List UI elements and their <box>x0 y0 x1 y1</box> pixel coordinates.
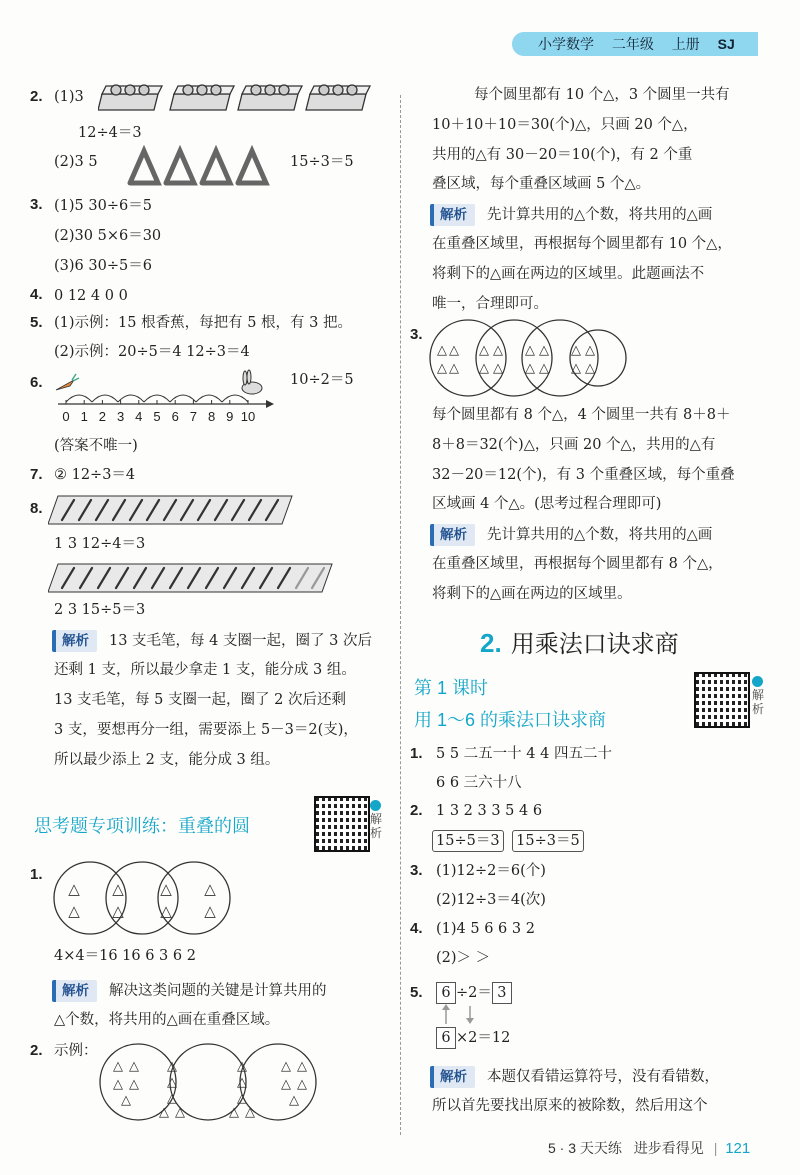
r5-op2: ×2＝12 <box>456 1030 511 1046</box>
r5-op: ÷2＝ <box>456 985 492 1001</box>
analysis-tag: 解析 <box>52 980 97 1002</box>
column-divider <box>400 95 401 1135</box>
svg-text:△: △ <box>539 343 549 358</box>
svg-text:△: △ <box>237 1075 247 1090</box>
tray-2 <box>170 85 234 110</box>
analysis-5-line2: 所以首先要找出原来的被除数，然后用这个 <box>432 1098 708 1114</box>
number-line-label: 8 <box>207 409 216 424</box>
q2-eq1: 12÷4＝3 <box>78 125 142 141</box>
r5-box-a: 6 <box>436 982 456 1004</box>
r3-line1: (1)12÷2＝6(个) <box>436 863 546 879</box>
q3-line2: (2)30 5×6＝30 <box>54 228 162 244</box>
analysis-1-line2: 还剩 1 支，所以最少拿走 1 支，能分成 3 组。 <box>54 662 356 678</box>
r-p1-line2: 10＋10＋10＝30(个)△，只画 20 个△， <box>432 117 698 133</box>
r5-number: 5. <box>410 984 423 1001</box>
q5-line2: (2)示例：20÷5＝4 12÷3＝4 <box>54 344 250 360</box>
q3-line3: (3)6 30÷5＝6 <box>54 258 152 274</box>
svg-text:△: △ <box>68 902 80 920</box>
svg-text:△: △ <box>129 1059 139 1074</box>
chapter-heading <box>480 624 679 659</box>
analysis-3 <box>430 204 712 226</box>
svg-text:△: △ <box>493 361 503 376</box>
analysis-3-line4: 唯一，合理即可。 <box>432 296 548 312</box>
svg-text:△: △ <box>525 361 535 376</box>
svg-text:△: △ <box>121 1093 131 1108</box>
svg-text:△: △ <box>437 343 447 358</box>
svg-text:△: △ <box>539 361 549 376</box>
analysis-tag: 解析 <box>52 630 97 652</box>
footer-slogan: 进步看得见 <box>633 1140 704 1156</box>
q2-number: 2. <box>30 88 43 105</box>
analysis-3-line2: 在重叠区域里，再根据每个圆里都有 10 个△， <box>432 236 732 252</box>
analysis-tag: 解析 <box>430 524 475 546</box>
chapter-title: 用乘法口诀求商 <box>510 631 679 658</box>
q7-number: 7. <box>30 466 43 483</box>
svg-text:△: △ <box>159 1105 169 1120</box>
q6-number: 6. <box>30 374 43 391</box>
tray-3 <box>238 85 302 110</box>
q6-note: (答案不唯一) <box>54 438 138 454</box>
svg-text:△: △ <box>204 880 216 898</box>
trays-illustration <box>98 80 388 116</box>
r5-row1 <box>436 982 512 1004</box>
number-line-label: 4 <box>135 409 143 424</box>
s1-number: 1. <box>30 866 43 883</box>
analysis-2-line2: △个数，将共用的△画在重叠区域。 <box>54 1012 280 1028</box>
svg-text:△: △ <box>237 1091 247 1106</box>
r-q3-line2: 8＋8＝32(个)△，只画 20 个△，共用的△有 <box>432 437 716 453</box>
qr-label-2: 解析 <box>752 688 765 716</box>
svg-text:△: △ <box>437 361 447 376</box>
r-p1-line3: 共用的△有 30－20＝10(个)，有 2 个重 <box>432 147 693 163</box>
svg-text:△: △ <box>167 1075 177 1090</box>
q5-number: 5. <box>30 314 43 331</box>
sticks-triangles <box>126 145 272 189</box>
r2-boxes <box>430 830 586 852</box>
rabbit-icon <box>242 370 262 394</box>
circles-figure-2 <box>96 1040 324 1124</box>
r5-row2 <box>436 1027 510 1049</box>
analysis-2 <box>52 980 327 1002</box>
page-header <box>512 32 758 56</box>
circles-figure-1 <box>50 858 250 940</box>
section-title: 思考题专项训练：重叠的圆 <box>34 816 250 836</box>
svg-text:△: △ <box>281 1077 291 1092</box>
analysis-3-line3: 将剩下的△画在两边的区域里。此题画法不 <box>432 266 705 282</box>
analysis-3-line1: 先计算共用的△个数，将共用的△画 <box>487 207 713 223</box>
page-footer: 5 · 3 天天练 进步看得见 | 121 <box>548 1140 751 1157</box>
r3-number: 3. <box>410 862 423 879</box>
r5-box-c: 6 <box>436 1027 456 1049</box>
q2-part1: (1)3 <box>54 89 84 105</box>
svg-text:△: △ <box>525 343 535 358</box>
qr-label-1: 解析 <box>370 812 383 840</box>
brushes-row-2 <box>48 562 338 594</box>
chapter-number: 2. <box>480 628 502 658</box>
q5-line1: (1)示例：15 根香蕉，每把有 5 根，有 3 把。 <box>54 315 352 331</box>
svg-text:△: △ <box>129 1077 139 1092</box>
svg-text:△: △ <box>229 1105 239 1120</box>
svg-text:△: △ <box>112 902 124 920</box>
analysis-5-line1: 本题仅看错运算符号，没有看错数， <box>487 1069 719 1085</box>
analysis-1-line4: 3 支，要想再分一组，需要添上 5－3＝2(支)， <box>54 722 358 738</box>
svg-text:△: △ <box>297 1077 307 1092</box>
tray-1 <box>98 85 162 110</box>
q8-line1: 1 3 12÷4＝3 <box>54 536 146 552</box>
r-p1-line1: 每个圆里都有 10 个△，3 个圆里一共有 <box>474 87 730 103</box>
header-grade: 二年级 <box>611 36 654 52</box>
analysis-4-line1: 先计算共用的△个数，将共用的△画 <box>487 527 713 543</box>
r1-line1: 5 5 二五一十 4 4 四五二十 <box>436 746 612 762</box>
r4-line2: (2)＞ ＞ <box>436 950 491 966</box>
svg-text:△: △ <box>289 1093 299 1108</box>
r4-number: 4. <box>410 920 423 937</box>
svg-text:△: △ <box>571 343 581 358</box>
number-line <box>48 366 278 430</box>
r1-line2: 6 6 三六十八 <box>436 775 522 791</box>
q4-number: 4. <box>30 286 43 303</box>
header-subject: 小学数学 <box>538 36 594 52</box>
analysis-tag: 解析 <box>430 204 475 226</box>
q7-line1: ② 12÷3＝4 <box>54 467 136 483</box>
r4-line1: (1)4 5 6 6 3 2 <box>436 921 535 937</box>
svg-text:△: △ <box>175 1105 185 1120</box>
r-p1-line4: 叠区域，每个重叠区域画 5 个△。 <box>432 176 651 192</box>
svg-text:△: △ <box>449 343 459 358</box>
number-line-label: 0 <box>62 409 70 424</box>
qr-code-1[interactable] <box>314 796 370 852</box>
analysis-1-line3: 13 支毛笔，每 5 支圈一起，圈了 2 次后还剩 <box>54 692 346 708</box>
q2-part2: (2)3 5 <box>54 154 98 170</box>
svg-text:△: △ <box>113 1059 123 1074</box>
svg-text:△: △ <box>479 361 489 376</box>
s1-line1: 4×4＝16 16 6 3 6 2 <box>54 948 196 964</box>
s2-line1: 示例： <box>54 1043 98 1059</box>
analysis-4-line2: 在重叠区域里，再根据每个圆里都有 8 个△， <box>432 556 723 572</box>
svg-text:△: △ <box>68 880 80 898</box>
q3-line1: (1)5 30÷6＝5 <box>54 198 152 214</box>
r5-box-b: 3 <box>492 982 512 1004</box>
analysis-4 <box>430 524 712 546</box>
r3-line2: (2)12÷3＝4(次) <box>436 892 546 908</box>
number-line-label: 3 <box>116 409 125 424</box>
svg-text:△: △ <box>585 361 595 376</box>
svg-text:△: △ <box>237 1059 247 1074</box>
r2-number: 2. <box>410 802 423 819</box>
svg-text:△: △ <box>585 343 595 358</box>
r5-arrows <box>436 1004 496 1026</box>
r2-line1: 1 3 2 3 3 5 4 6 <box>436 803 543 819</box>
svg-text:△: △ <box>571 361 581 376</box>
r-q3-number: 3. <box>410 326 423 343</box>
r2-box-1: 15÷5＝3 <box>432 830 504 852</box>
svg-text:△: △ <box>297 1059 307 1074</box>
analysis-1-line5: 所以最少添上 2 支，能分成 3 组。 <box>54 752 280 768</box>
brushes-row-1 <box>48 494 298 526</box>
analysis-1 <box>52 630 372 652</box>
number-line-label: 9 <box>226 409 234 424</box>
svg-text:△: △ <box>160 902 172 920</box>
r1-number: 1. <box>410 745 423 762</box>
footer-brand: 5 · 3 天天练 <box>548 1140 622 1156</box>
number-line-label: 1 <box>80 409 88 424</box>
svg-text:△: △ <box>449 361 459 376</box>
analysis-1-line1: 13 支毛笔，每 4 支圈一起，圈了 3 次后 <box>109 633 372 649</box>
number-line-label: 5 <box>153 409 161 424</box>
svg-text:△: △ <box>493 343 503 358</box>
svg-text:△: △ <box>167 1091 177 1106</box>
lesson-subtitle: 用 1～6 的乘法口诀求商 <box>414 710 607 730</box>
q4-line1: 0 12 4 0 0 <box>54 288 128 304</box>
number-line-label: 10 <box>240 409 256 424</box>
analysis-tag: 解析 <box>430 1066 475 1088</box>
q8-line2: 2 3 15÷5＝3 <box>54 602 146 618</box>
q8-number: 8. <box>30 500 43 517</box>
r-q3-line4: 区域画 4 个△。(思考过程合理即可) <box>432 496 662 512</box>
r-q3-line3: 32－20＝12(个)，有 3 个重叠区域，每个重叠 <box>432 467 735 483</box>
number-line-label: 2 <box>98 409 107 424</box>
lesson-title: 第 1 课时 <box>414 678 489 698</box>
svg-text:△: △ <box>479 343 489 358</box>
q6-equation: 10÷2＝5 <box>290 372 354 388</box>
analysis-4-line3: 将剩下的△画在两边的区域里。 <box>432 586 632 602</box>
header-edition: SJ <box>717 36 735 52</box>
svg-text:△: △ <box>160 880 172 898</box>
header-volume: 上册 <box>671 36 700 52</box>
tray-4 <box>306 85 370 110</box>
r-q3-line1: 每个圆里都有 8 个△，4 个圆里一共有 8＋8＋ <box>432 407 731 423</box>
q2-eq2: 15÷3＝5 <box>290 154 354 170</box>
analysis-2-line1: 解决这类问题的关键是计算共用的 <box>109 983 327 999</box>
svg-text:△: △ <box>204 902 216 920</box>
svg-text:△: △ <box>113 1077 123 1092</box>
svg-text:△: △ <box>245 1105 255 1120</box>
number-line-label: 6 <box>171 409 179 424</box>
svg-text:△: △ <box>112 880 124 898</box>
analysis-5 <box>430 1066 719 1088</box>
svg-text:△: △ <box>281 1059 291 1074</box>
page-number: 121 <box>725 1140 751 1157</box>
number-line-label: 7 <box>189 409 198 424</box>
q3-number: 3. <box>30 196 43 213</box>
r2-box-2: 15÷3＝5 <box>512 830 584 852</box>
svg-text:△: △ <box>167 1059 177 1074</box>
qr-code-2[interactable] <box>694 672 750 728</box>
carrot-icon <box>56 374 79 390</box>
circles-figure-3 <box>428 316 628 400</box>
s2-number: 2. <box>30 1042 43 1059</box>
